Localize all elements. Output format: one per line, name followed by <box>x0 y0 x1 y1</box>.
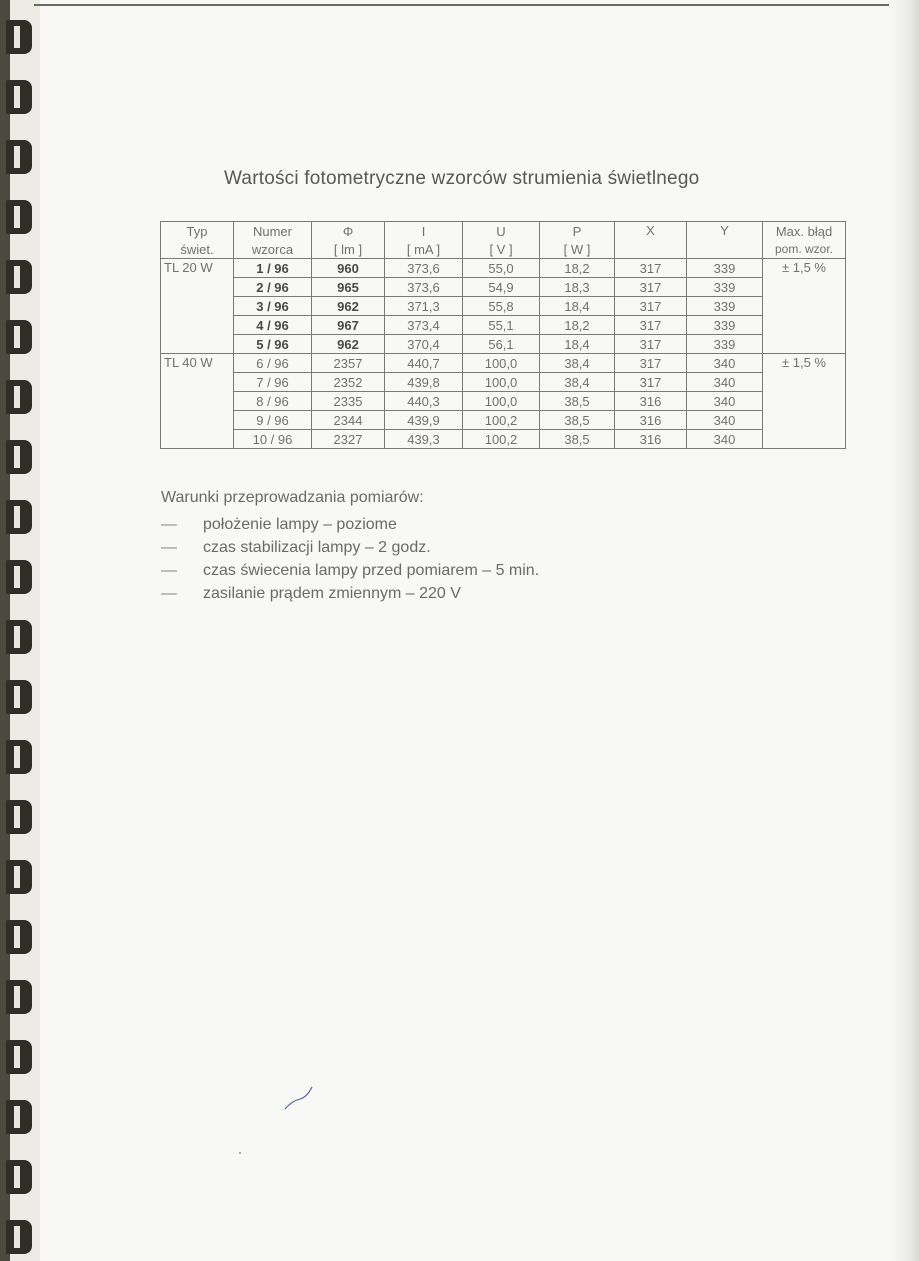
binding-ring <box>6 740 32 774</box>
page-title: Wartości fotometryczne wzorców strumienia świetlnego <box>224 168 700 189</box>
cell-p: 38,5 <box>540 411 615 430</box>
binding-ring <box>6 620 32 654</box>
condition-item <box>161 513 539 536</box>
cell-y: 340 <box>687 373 763 392</box>
table-row <box>161 373 846 392</box>
binding-ring <box>6 80 32 114</box>
cell-p: 18,2 <box>540 259 615 278</box>
binding-ring <box>6 1100 32 1134</box>
conditions-list <box>161 513 539 605</box>
cell-numer: 4 / 96 <box>234 316 312 335</box>
cell-numer: 2 / 96 <box>234 278 312 297</box>
lamp-type-cell: TL 20 W <box>161 259 234 354</box>
cell-phi: 2335 <box>312 392 385 411</box>
cell-y: 340 <box>687 354 763 373</box>
cell-p: 18,4 <box>540 335 615 354</box>
top-edge-line <box>34 4 894 6</box>
cell-x: 317 <box>615 373 687 392</box>
binding-ring <box>6 560 32 594</box>
header-row-1 <box>161 222 846 241</box>
header-max-error: Max. błąd <box>763 222 846 241</box>
cell-x: 316 <box>615 392 687 411</box>
table-row <box>161 354 846 373</box>
cell-i: 373,6 <box>385 259 463 278</box>
cell-u: 55,8 <box>463 297 540 316</box>
cell-u: 100,0 <box>463 354 540 373</box>
cell-numer: 1 / 96 <box>234 259 312 278</box>
cell-phi: 2344 <box>312 411 385 430</box>
cell-phi: 2352 <box>312 373 385 392</box>
cell-phi: 962 <box>312 297 385 316</box>
header-typ: Typ <box>161 222 234 241</box>
cell-p: 18,4 <box>540 297 615 316</box>
condition-text: zasilanie prądem zmiennym – 220 V <box>203 585 461 602</box>
binding-ring <box>6 1220 32 1254</box>
cell-i: 440,7 <box>385 354 463 373</box>
table-row <box>161 392 846 411</box>
binding-ring <box>6 320 32 354</box>
cell-x: 317 <box>615 335 687 354</box>
cell-y: 339 <box>687 335 763 354</box>
binding-ring <box>6 680 32 714</box>
cell-p: 38,4 <box>540 373 615 392</box>
cell-p: 38,5 <box>540 430 615 449</box>
dash-marker: — <box>161 539 177 556</box>
table-row <box>161 259 846 278</box>
cell-x: 317 <box>615 259 687 278</box>
cell-u: 54,9 <box>463 278 540 297</box>
cell-phi: 2357 <box>312 354 385 373</box>
cell-u: 100,0 <box>463 392 540 411</box>
condition-item <box>161 536 539 559</box>
cell-x: 317 <box>615 297 687 316</box>
cell-p: 18,2 <box>540 316 615 335</box>
cell-numer: 8 / 96 <box>234 392 312 411</box>
binding-ring <box>6 440 32 474</box>
binding-ring <box>6 860 32 894</box>
cell-p: 18,3 <box>540 278 615 297</box>
header-numer-sub: wzorca <box>234 240 312 259</box>
max-error-cell: ± 1,5 % <box>763 354 846 449</box>
cell-phi: 962 <box>312 335 385 354</box>
cell-u: 55,1 <box>463 316 540 335</box>
table-row <box>161 316 846 335</box>
cell-y: 339 <box>687 278 763 297</box>
cell-i: 373,4 <box>385 316 463 335</box>
table-row <box>161 297 846 316</box>
cell-y: 339 <box>687 259 763 278</box>
cell-i: 439,9 <box>385 411 463 430</box>
table-row <box>161 335 846 354</box>
binding-ring <box>6 920 32 954</box>
cell-i: 439,3 <box>385 430 463 449</box>
cell-u: 100,2 <box>463 430 540 449</box>
header-i-unit: [ mA ] <box>385 240 463 259</box>
cell-phi: 967 <box>312 316 385 335</box>
cell-i: 370,4 <box>385 335 463 354</box>
header-u: U <box>463 222 540 241</box>
table-row <box>161 278 846 297</box>
cell-x: 317 <box>615 316 687 335</box>
cell-numer: 9 / 96 <box>234 411 312 430</box>
header-typ-sub: świet. <box>161 240 234 259</box>
header-numer: Numer <box>234 222 312 241</box>
binding-ring <box>6 980 32 1014</box>
cell-i: 440,3 <box>385 392 463 411</box>
cell-u: 100,2 <box>463 411 540 430</box>
header-x: X <box>615 222 687 259</box>
header-p: P <box>540 222 615 241</box>
cell-numer: 6 / 96 <box>234 354 312 373</box>
cell-numer: 10 / 96 <box>234 430 312 449</box>
cell-y: 339 <box>687 297 763 316</box>
cell-p: 38,5 <box>540 392 615 411</box>
condition-text: czas świecenia lampy przed pomiarem – 5 min. <box>203 562 540 579</box>
cell-y: 340 <box>687 430 763 449</box>
photometric-table <box>160 221 846 449</box>
table-row <box>161 411 846 430</box>
cell-u: 100,0 <box>463 373 540 392</box>
cell-numer: 3 / 96 <box>234 297 312 316</box>
cell-y: 340 <box>687 392 763 411</box>
binding-ring <box>6 380 32 414</box>
dash-marker: — <box>161 585 177 602</box>
cell-x: 317 <box>615 354 687 373</box>
conditions-title: Warunki przeprowadzania pomiarów: <box>161 489 424 506</box>
binding-ring <box>6 800 32 834</box>
speck <box>239 1152 241 1154</box>
binding-ring <box>6 1160 32 1194</box>
cell-u: 56,1 <box>463 335 540 354</box>
cell-y: 340 <box>687 411 763 430</box>
binding-ring <box>6 200 32 234</box>
header-phi-unit: [ lm ] <box>312 240 385 259</box>
table-row <box>161 430 846 449</box>
binding-ring <box>6 260 32 294</box>
cell-phi: 2327 <box>312 430 385 449</box>
condition-text: położenie lampy – poziome <box>203 516 397 533</box>
cell-x: 316 <box>615 430 687 449</box>
header-y: Y <box>687 222 763 259</box>
cell-phi: 965 <box>312 278 385 297</box>
cell-numer: 5 / 96 <box>234 335 312 354</box>
cell-x: 317 <box>615 278 687 297</box>
binding-ring <box>6 1040 32 1074</box>
cell-p: 38,4 <box>540 354 615 373</box>
dash-marker: — <box>161 562 177 579</box>
dash-marker: — <box>161 516 177 533</box>
comb-binding <box>0 0 40 1261</box>
max-error-cell: ± 1,5 % <box>763 259 846 354</box>
header-phi: Φ <box>312 222 385 241</box>
binding-ring <box>6 500 32 534</box>
table-body <box>161 259 846 449</box>
cell-i: 371,3 <box>385 297 463 316</box>
condition-item <box>161 582 539 605</box>
lamp-type-cell: TL 40 W <box>161 354 234 449</box>
header-p-unit: [ W ] <box>540 240 615 259</box>
cell-phi: 960 <box>312 259 385 278</box>
pen-mark-icon <box>282 1083 318 1113</box>
cell-i: 373,6 <box>385 278 463 297</box>
cell-y: 339 <box>687 316 763 335</box>
condition-text: czas stabilizacji lampy – 2 godz. <box>203 539 431 556</box>
header-u-unit: [ V ] <box>463 240 540 259</box>
binding-ring <box>6 20 32 54</box>
cell-u: 55,0 <box>463 259 540 278</box>
cell-numer: 7 / 96 <box>234 373 312 392</box>
binding-ring <box>6 140 32 174</box>
condition-item <box>161 559 539 582</box>
cell-i: 439,8 <box>385 373 463 392</box>
header-i: I <box>385 222 463 241</box>
page-edge-shadow <box>889 0 919 1261</box>
cell-x: 316 <box>615 411 687 430</box>
header-max-error-sub: pom. wzor. <box>763 240 846 259</box>
